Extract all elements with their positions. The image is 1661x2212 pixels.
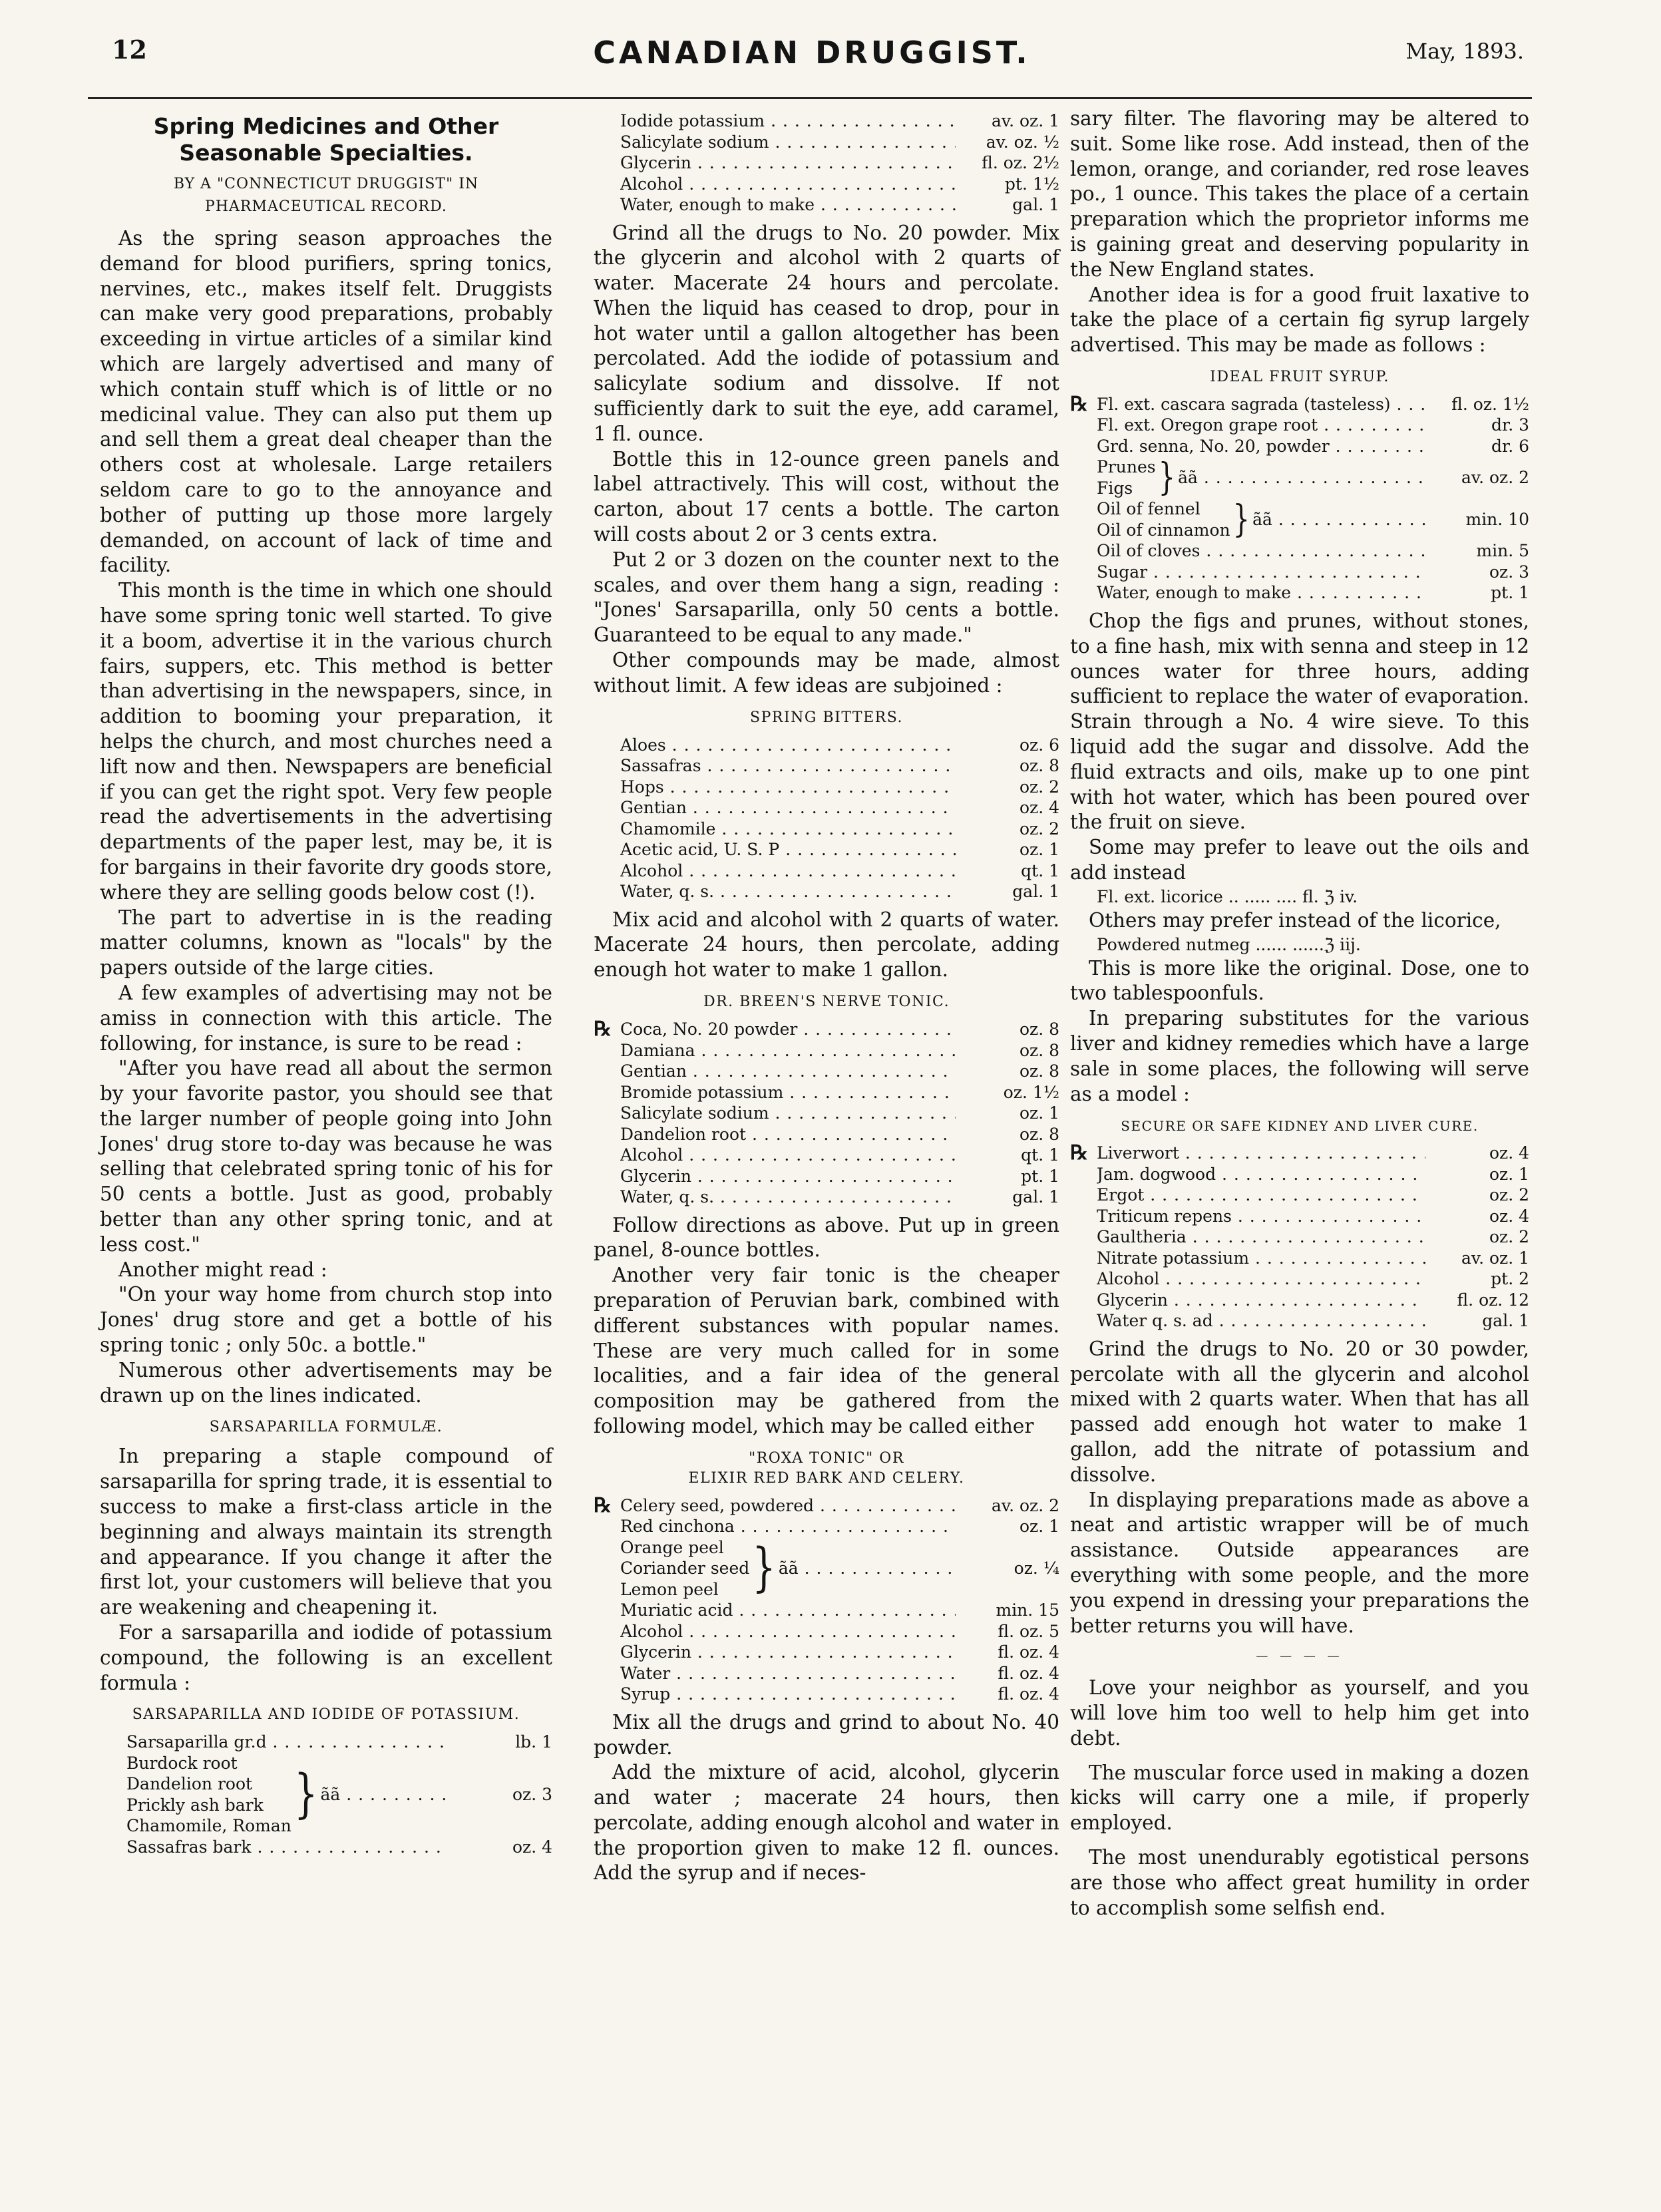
quantity: oz. 8	[1019, 1124, 1059, 1144]
paragraph: In preparing a staple compound of sarsaparilla for spring trade, it is essential to success to make a first-class article in the beginning and always maintain its strength and appearance. If you change it after the first lot, your customers will believe that you are weakening and cheapening it.	[100, 1445, 552, 1619]
recipe-row	[594, 1061, 1059, 1082]
quantity: oz. 2	[1489, 1227, 1529, 1247]
quantity: oz. 1	[1489, 1164, 1529, 1184]
ingredient: Nitrate potassium . . .	[1097, 1248, 1425, 1269]
ingredient: Prickly ash bark	[126, 1795, 264, 1815]
ingredient: Alcohol . . .	[620, 1621, 956, 1642]
quantity: gal. 1	[1012, 195, 1059, 214]
ingredient: Salicylate sodium . . .	[620, 1103, 956, 1124]
group-ingredients	[126, 1753, 291, 1837]
issue-date: May, 1893.	[1405, 39, 1524, 64]
paragraph: Another idea is for a good fruit laxative to take the place of a certain fig syrup largely advertised. This may be made as follows :	[1070, 283, 1529, 357]
ingredient: Damiana . . .	[620, 1040, 956, 1061]
section-separator: — — — —	[1256, 1649, 1344, 1664]
recipe-sarsa-iodide-cont	[594, 110, 1059, 216]
nutmeg-line: Powdered nutmeg ...... ......ℨ iij.	[1097, 934, 1361, 954]
ingredient: Glycerin . . .	[620, 152, 956, 174]
quantity: oz. 4	[1489, 1143, 1529, 1163]
brace-icon: }	[1158, 456, 1176, 500]
quantity: oz. 1	[1019, 1517, 1059, 1537]
column-2	[594, 106, 1059, 1886]
quantity: av. oz. 1	[992, 111, 1059, 130]
quantity: oz. 1	[1019, 1103, 1059, 1123]
rx-icon: ℞	[594, 1493, 612, 1517]
recipe-row	[620, 735, 1059, 756]
ingredient: Burdock root	[126, 1753, 238, 1773]
paragraph: Follow directions as above. Put up in green panel, 8-ounce bottles.	[594, 1213, 1059, 1262]
ingredient: Grd. senna, No. 20, powder . . .	[1097, 436, 1425, 457]
paragraph: Bottle this in 12-ounce green panels and label attractively. This will cost, without the carton, about 17 cents a bottle. The carton will costs about 2 or 3 cents extra.	[594, 447, 1059, 546]
ingredient: Water, enough to make . . .	[620, 194, 956, 216]
quantity: qt. 1	[1021, 860, 1059, 880]
rx-icon: ℞	[594, 1017, 612, 1041]
paragraph: Grind all the drugs to No. 20 powder. Mix the glycerin and alcohol with 2 quarts of water. Macerate 24 hours and percolate. When the liquid has ceased to drop, pour in hot water until a gallon altogether has been percolated. Add the iodide of potassium and salicylate sodium and dissolve. If not sufficiently dark to suit the eye, add caramel, 1 fl. ounce.	[594, 221, 1059, 445]
ingredient: Water, q. s. . . .	[620, 881, 956, 902]
c1-paragraphs	[100, 226, 552, 1408]
recipe-row	[594, 1019, 1059, 1040]
recipe-row	[1070, 394, 1529, 415]
ingredient: Glycerin . . .	[620, 1166, 956, 1187]
quantity: min. 5	[1476, 541, 1529, 561]
paragraph: For a sarsaparilla and iodide of potassium compound, the following is an excellent formula :	[100, 1621, 552, 1694]
quantity: gal. 1	[1012, 1187, 1059, 1207]
quantity: oz. 8	[1019, 1061, 1059, 1081]
paragraph: Put 2 or 3 dozen on the counter next to the scales, and over them hang a sign, reading : "Jones' Sarsaparilla, only 50 cents a bottle. Guaranteed to be equal to any made."	[594, 548, 1059, 647]
paragraph: Add the mixture of acid, alcohol, glycerin and water ; macerate 24 hours, then percolate, adding enough alcohol and water in the proportion given to make 12 fl. ounces. Add the syrup and if neces-	[594, 1761, 1059, 1885]
recipe-row	[1070, 1143, 1529, 1164]
recipe-kidney-cure	[1070, 1143, 1529, 1332]
ingredient: Water . . .	[620, 1663, 956, 1684]
recipe-row	[1070, 1226, 1529, 1248]
article-byline: BY A "CONNECTICUT DRUGGIST" IN PHARMACEUTICAL RECORD.	[173, 176, 479, 215]
recipe-group	[1070, 457, 1529, 498]
group-ingredients	[1097, 457, 1156, 498]
paragraph: Another very fair tonic is the cheaper preparation of Peruvian bark, combined with different substances with popular names. These are very much called for in some localities, and a fair idea of the general composition may be gathered from the following model, which may be called either	[594, 1264, 1059, 1437]
brace-icon: }	[293, 1763, 318, 1825]
recipe-row	[1070, 562, 1529, 583]
ingredient: Coca, No. 20 powder . . .	[620, 1019, 956, 1040]
group-ingredients	[620, 1537, 749, 1600]
quantity: oz. 6	[1019, 735, 1059, 755]
ingredient: Salicylate sodium . . .	[620, 132, 956, 153]
quantity: dr. 6	[1491, 436, 1529, 456]
ingredient: Glycerin . . .	[1097, 1290, 1425, 1311]
quantity: dr. 3	[1491, 415, 1529, 435]
recipe-row	[620, 110, 1059, 132]
rx-icon: ℞	[1070, 1141, 1088, 1165]
quantity: min. 10	[1465, 510, 1529, 530]
recipe-group	[594, 1537, 1059, 1600]
brace-icon: }	[752, 1537, 776, 1598]
paragraph: Mix all the drugs and grind to about No. 40 powder.	[594, 1710, 1059, 1759]
ingredient: Jam. dogwood . . .	[1097, 1164, 1425, 1185]
recipe-row	[126, 1837, 552, 1858]
recipe-row	[1070, 415, 1529, 436]
quantity: av. oz. 2	[1461, 468, 1529, 488]
recipe-title-roxa-1: "ROXA TONIC" OR	[749, 1449, 904, 1467]
ana-mark: ãã . . .	[321, 1784, 449, 1805]
ingredient: Celery seed, powdered . . .	[620, 1495, 956, 1517]
quantity: fl. oz. 5	[998, 1621, 1059, 1641]
recipe-row	[620, 819, 1059, 840]
quantity: oz. 4	[1489, 1206, 1529, 1226]
paragraph: A few examples of advertising may not be amiss in connection with this article. The following, for instance, is sure to be read :	[100, 981, 552, 1055]
ingredient: Water q. s. ad . . .	[1097, 1310, 1425, 1332]
recipe-spring-bitters	[594, 735, 1059, 902]
ingredient: Red cinchona . . .	[620, 1516, 956, 1537]
paragraph: This is more like the original. Dose, one to two tablespoonfuls.	[1070, 956, 1529, 1005]
quantity: oz. 1	[1019, 840, 1059, 860]
ingredient: Alcohol . . .	[620, 1145, 956, 1166]
recipe-row	[1070, 1185, 1529, 1206]
quantity: av. oz. ½	[986, 132, 1059, 152]
recipe-row	[594, 1684, 1059, 1705]
quantity: av. oz. 2	[992, 1495, 1059, 1515]
paragraph: Other compounds may be made, almost without limit. A few ideas are subjoined :	[594, 649, 1059, 697]
page-header	[100, 35, 1524, 81]
ana-mark: ãã . . .	[1252, 509, 1425, 530]
ingredient: Alcohol . . .	[620, 174, 956, 195]
quantity: fl. oz. 4	[998, 1663, 1059, 1683]
quantity: gal. 1	[1482, 1311, 1529, 1331]
ingredient: Figs	[1097, 478, 1133, 498]
ingredient: Triticum repens . . .	[1097, 1206, 1425, 1227]
quantity: pt. 1	[1491, 583, 1529, 603]
recipe-row	[1070, 436, 1529, 457]
ingredient: Syrup . . .	[620, 1684, 956, 1705]
quantity: oz. 8	[1019, 1040, 1059, 1060]
recipe-title-kidney-cure: SECURE OR SAFE KIDNEY AND LIVER CURE.	[1121, 1118, 1479, 1135]
ingredient: Gentian . . .	[620, 797, 956, 819]
ingredient: Alcohol . . .	[1097, 1268, 1425, 1290]
quantity: oz. 4	[512, 1837, 552, 1857]
paragraph: "After you have read all about the sermon by your favorite pastor, you should see that the larger number of people going into John Jones' drug store to-day was because he was selling that celebrated spring tonic of his for 50 cents a bottle. Just as good, probably better than any other spring tonic, and at less cost."	[100, 1057, 552, 1256]
quantity: oz. ¼	[1014, 1559, 1059, 1578]
quantity: oz. 3	[512, 1785, 552, 1805]
paragraph: Mix acid and alcohol with 2 quarts of water. Macerate 24 hours, then percolate, adding enough hot water to make 1 gallon.	[594, 908, 1059, 982]
ingredient: Ergot . . .	[1097, 1185, 1425, 1206]
paragraph: Another might read :	[118, 1258, 327, 1281]
misc-paragraph: The most unendurably egotistical persons are those who affect great humility in order to accomplish some selfish end.	[1070, 1845, 1529, 1919]
recipe-row	[594, 1516, 1059, 1537]
quantity: oz. 4	[1019, 798, 1059, 818]
ingredient: Aloes . . .	[620, 735, 956, 756]
quantity: pt. 2	[1491, 1269, 1529, 1289]
recipe-row	[1070, 1164, 1529, 1185]
recipe-row	[594, 1040, 1059, 1061]
recipe-row	[620, 174, 1059, 195]
quantity: oz. 2	[1019, 777, 1059, 797]
ingredient: Sassafras bark . . .	[126, 1837, 449, 1858]
journal-title: CANADIAN DRUGGIST.	[593, 35, 1031, 71]
recipe-title-spring-bitters: SPRING BITTERS.	[750, 709, 903, 726]
recipe-sarsa-iodide	[100, 1732, 552, 1857]
recipe-fruit-syrup	[1070, 394, 1529, 604]
recipe-row	[1070, 1310, 1529, 1332]
recipe-row	[594, 1495, 1059, 1517]
ana-mark: ãã . . .	[779, 1558, 956, 1579]
ingredient: Chamomile, Roman	[126, 1816, 291, 1836]
column-1	[100, 106, 552, 1863]
paragraph: Chop the figs and prunes, without stones, to a fine hash, mix with senna and steep in 12 ounces water for three hours, adding sufficient to replace the water of evaporation. Strain through a No. 4 wire sieve. To this liquid add the sugar and dissolve. Add the fluid extracts and oils, make up to one pint with hot water, which has been poured over the fruit on sieve.	[1070, 609, 1529, 834]
recipe-row	[1070, 1268, 1529, 1290]
recipe-row	[594, 1663, 1059, 1684]
recipe-row	[620, 152, 1059, 174]
recipe-row	[620, 881, 1059, 902]
recipe-row	[620, 797, 1059, 819]
ingredient: Coriander seed	[620, 1559, 750, 1578]
quantity: fl. oz. 1½	[1451, 394, 1529, 414]
ingredient: Water, q. s. . . .	[620, 1187, 956, 1208]
recipe-row	[620, 132, 1059, 153]
group-ingredients	[1097, 498, 1230, 540]
article-title: Spring Medicines and Other Seasonable Specialties.	[153, 113, 499, 166]
quantity: lb. 1	[515, 1732, 552, 1752]
recipe-row	[594, 1600, 1059, 1621]
subheading-sarsaparilla: SARSAPARILLA FORMULÆ.	[209, 1419, 443, 1436]
recipe-row	[1070, 582, 1529, 604]
paragraph: "On your way home from church stop into Jones' drug store and get a bottle of his spring tonic ; only 50c. a bottle."	[100, 1283, 552, 1357]
recipe-row	[594, 1187, 1059, 1208]
recipe-roxa-tonic	[594, 1495, 1059, 1705]
ingredient: Oil of cloves . . .	[1097, 540, 1425, 562]
quantity: pt. 1	[1021, 1166, 1059, 1186]
paragraph: Others may prefer instead of the licorice,	[1089, 908, 1501, 932]
ingredient: Fl. ext. Oregon grape root . . .	[1097, 415, 1425, 436]
recipe-row	[594, 1642, 1059, 1663]
quantity: fl. oz. 4	[998, 1642, 1059, 1662]
recipe-row	[1070, 1206, 1529, 1227]
ingredient: Acetic acid, U. S. P . . .	[620, 839, 956, 860]
ingredient: Liverwort . . .	[1097, 1143, 1425, 1164]
ingredient: Sassafras . . .	[620, 755, 956, 777]
ingredient: Dandelion root	[126, 1774, 253, 1794]
quantity: oz. 2	[1489, 1185, 1529, 1205]
ingredient: Oil of fennel	[1097, 499, 1200, 519]
recipe-group	[126, 1753, 552, 1837]
recipe-group	[1070, 498, 1529, 540]
ingredient: Hops . . .	[620, 777, 956, 798]
recipe-row	[594, 1103, 1059, 1124]
quantity: fl. oz. 4	[998, 1684, 1059, 1704]
paragraph: Numerous other advertisements may be drawn up on the lines indicated.	[100, 1358, 552, 1407]
recipe-nerve-tonic	[594, 1019, 1059, 1208]
recipe-row	[620, 194, 1059, 216]
ingredient: Gaultheria . . .	[1097, 1226, 1425, 1248]
ana-mark: ãã . . .	[1178, 467, 1425, 488]
paragraph: In preparing substitutes for the various liver and kidney remedies which have a large sale in some places, the following will serve as a model :	[1070, 1007, 1529, 1105]
quantity: oz. 1½	[1003, 1082, 1059, 1102]
paragraph: Some may prefer to leave out the oils and add instead	[1070, 836, 1529, 884]
quantity: fl. oz. 12	[1457, 1290, 1529, 1310]
recipe-row	[594, 1145, 1059, 1166]
recipe-row	[594, 1166, 1059, 1187]
quantity: oz. 3	[1489, 562, 1529, 582]
paragraph: sary filter. The flavoring may be altered to suit. Some like rose. Add instead, then of the lemon, orange, and coriander, red rose leaves po., 1 ounce. This takes the place of a certain preparation which the proprietor informs me is gaining great and deserving popularity in the New England states.	[1070, 107, 1529, 281]
misc-paragraph: Love your neighbor as yourself, and you will love him too well to help him get into debt.	[1070, 1676, 1529, 1750]
ingredient: Glycerin . . .	[620, 1642, 956, 1663]
recipe-row	[1070, 1248, 1529, 1269]
ingredient: Sarsaparilla gr.d . . .	[126, 1732, 449, 1753]
ingredient: Water, enough to make . . .	[1097, 582, 1425, 604]
brace-icon: }	[1232, 498, 1250, 542]
quantity: av. oz. 1	[1461, 1248, 1529, 1268]
quantity: fl. oz. 2½	[982, 153, 1059, 172]
paragraph: Grind the drugs to No. 20 or 30 powder, percolate with all the glycerin and alcohol mixed with 2 quarts water. When that has all passed add enough hot water to make 1 gallon, add the nitrate of potassium and dissolve.	[1070, 1337, 1529, 1486]
ingredient: Alcohol . . .	[620, 860, 956, 882]
quantity: oz. 2	[1019, 819, 1059, 838]
quantity: oz. 8	[1019, 756, 1059, 776]
recipe-title-sarsa-iodide: SARSAPARILLA AND IODIDE OF POTASSIUM.	[132, 1706, 520, 1724]
rx-icon: ℞	[1070, 392, 1088, 416]
page-number: 12	[112, 35, 147, 65]
paragraph: In displaying preparations made as above a neat and artistic wrapper will be of much assistance. Outside appearances are everything with some people, and the more you expend in dressing your preparations the better returns you will have.	[1070, 1488, 1529, 1637]
recipe-row	[594, 1621, 1059, 1642]
ingredient: Prunes	[1097, 457, 1156, 477]
recipe-title-fruit-syrup: IDEAL FRUIT SYRUP.	[1210, 368, 1389, 385]
recipe-row	[620, 777, 1059, 798]
ingredient: Sugar . . .	[1097, 562, 1425, 583]
paragraph: This month is the time in which one should have some spring tonic well started. To give it a boom, advertise it in the various church fairs, suppers, etc. This method is better than advertising in the newspapers, since, in addition to booming your preparation, it helps the church, and most churches need a lift now and then. Newspapers are beneficial if you can get the right spot. Very few people read the advertisements in the advertising departments of the paper lest, may be, it is for bargains in their favorite dry goods store, where they are selling goods below cost (!).	[100, 579, 552, 904]
quantity: pt. 1½	[1004, 174, 1059, 194]
recipe-row	[1070, 1290, 1529, 1311]
header-rule	[88, 97, 1532, 99]
recipe-title-nerve-tonic: DR. BREEN'S NERVE TONIC.	[703, 994, 950, 1011]
quantity: min. 15	[996, 1600, 1059, 1620]
quantity: oz. 8	[1019, 1019, 1059, 1039]
recipe-row	[126, 1732, 552, 1753]
quantity: gal. 1	[1012, 882, 1059, 902]
ingredient: Orange peel	[620, 1537, 724, 1557]
ingredient: Chamomile . . .	[620, 819, 956, 840]
ingredient: Muriatic acid . . .	[620, 1600, 956, 1621]
recipe-row	[620, 839, 1059, 860]
recipe-row	[620, 860, 1059, 882]
recipe-row	[594, 1124, 1059, 1145]
ingredient: Fl. ext. cascara sagrada (tasteless) . . .	[1097, 394, 1425, 415]
paragraph: As the spring season approaches the demand for blood purifiers, spring tonics, nervines, etc., makes itself felt. Druggists can make very good preparations, probably exceeding in virtue articles of a similar kind which are largely advertised and many of which contain stuff which is of little or no medicinal value. They can also put them up and sell them a great deal cheaper than the others cost at wholesale. Large retailers seldom care to go to the annoyance and bother of putting up those more largely demanded, on account of lack of time and facility.	[100, 227, 552, 577]
licorice-line: Fl. ext. licorice .. ..... .... fl. ℨ iv.	[1097, 886, 1358, 906]
ingredient: Lemon peel	[620, 1579, 719, 1599]
column-3	[1070, 106, 1529, 1921]
paragraph: The part to advertise in is the reading matter columns, known as "locals" by the papers outside of the large cities.	[100, 906, 552, 980]
ingredient: Gentian . . .	[620, 1061, 956, 1082]
ingredient: Dandelion root . . .	[620, 1124, 956, 1145]
recipe-row	[1070, 540, 1529, 562]
ingredient: Oil of cinnamon	[1097, 520, 1230, 540]
ingredient: Bromide potassium . . .	[620, 1082, 956, 1103]
recipe-title-roxa-2: ELIXIR RED BARK AND CELERY.	[688, 1469, 965, 1487]
misc-paragraph: The muscular force used in making a dozen kicks will carry one a mile, if properly employed.	[1070, 1761, 1529, 1835]
recipe-row	[620, 755, 1059, 777]
quantity: qt. 1	[1021, 1145, 1059, 1165]
recipe-row	[594, 1082, 1059, 1103]
ingredient: Iodide potassium . . .	[620, 110, 956, 132]
